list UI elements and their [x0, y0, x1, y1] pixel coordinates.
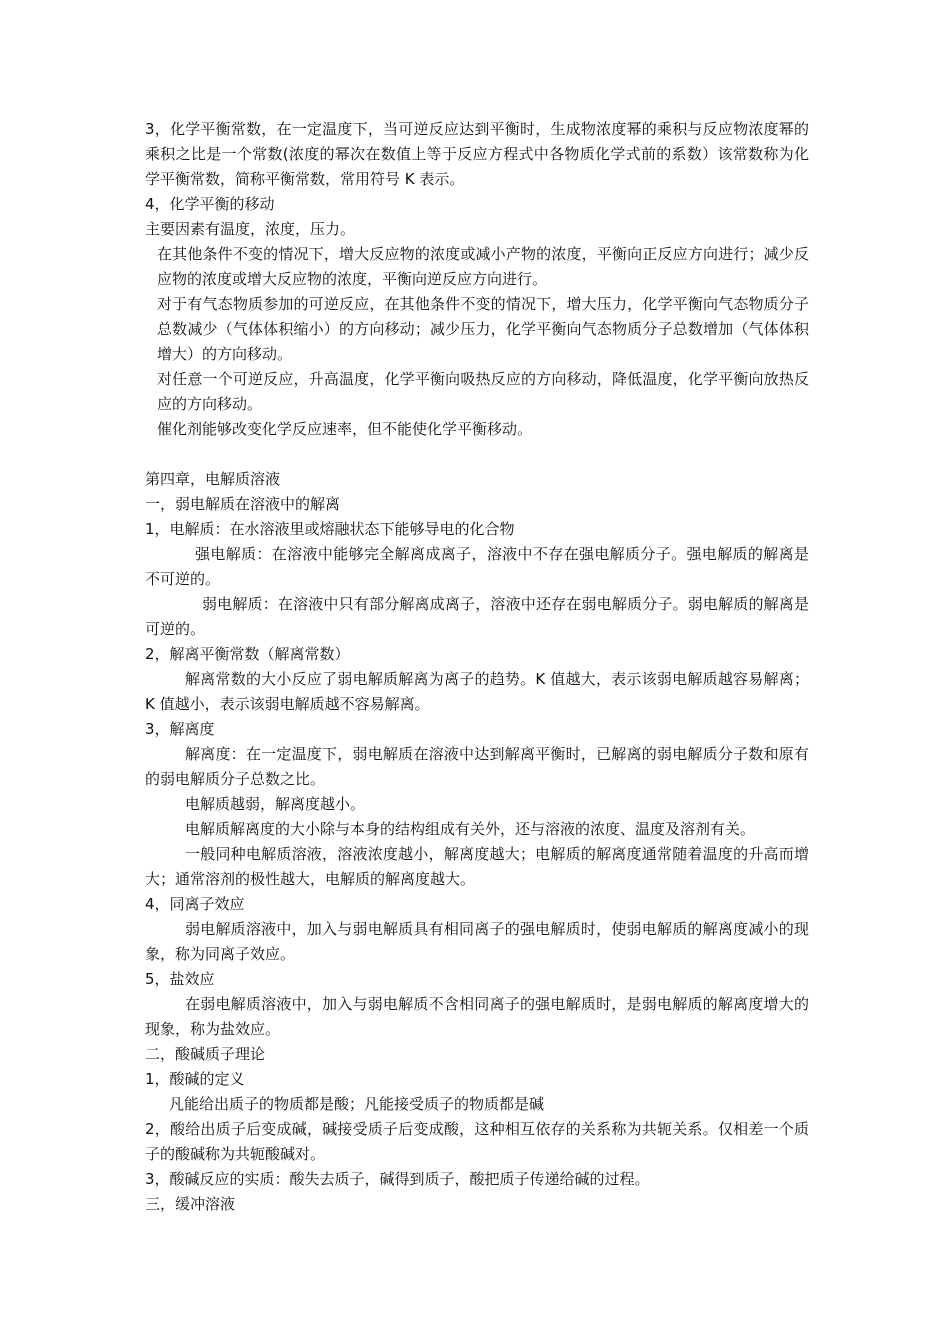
section-heading-proton-theory: 二，酸碱质子理论 [145, 1045, 266, 1063]
item-dissociation-constant: 2，解离平衡常数（解离常数） [145, 645, 350, 663]
paragraph-acid-base-definition: 凡能给出质子的物质都是酸；凡能接受质子的物质都是碱 [169, 1095, 545, 1113]
paragraph-degree-definition: 解离度：在一定温度下，弱电解质在溶液中达到解离平衡时，已解离的弱电解质分子数和原有的弱电解质分子总数之比。 [145, 745, 809, 788]
paragraph-weaker-smaller: 电解质越弱，解离度越小。 [185, 795, 366, 813]
paragraph-main-factors: 主要因素有温度，浓度，压力。 [145, 220, 356, 238]
blank-line [145, 442, 809, 467]
paragraph-temperature: 对任意一个可逆反应，升高温度，化学平衡向吸热反应的方向移动，降低温度，化学平衡向放热反应的方向移动。 [157, 370, 809, 413]
paragraph-equilibrium-constant: 3，化学平衡常数，在一定温度下，当可逆反应达到平衡时，生成物浓度幂的乘积与反应物浓度幂的乘积之比是一个常数(浓度的幂次在数值上等于反应方程式中各物质化学式前的系数）该常数称为化学平衡常数，简称平衡常数，常用符号 K 表示。 [145, 120, 809, 188]
item-degree-of-dissociation: 3，解离度 [145, 720, 215, 738]
paragraph-salt-effect: 在弱电解质溶液中，加入与弱电解质不含相同离子的强电解质时，是弱电解质的解离度增大的现象，称为盐效应。 [145, 995, 809, 1038]
section-heading-buffer-solution: 三，缓冲溶液 [145, 1195, 236, 1213]
chapter-title: 第四章，电解质溶液 [145, 470, 281, 488]
paragraph-concentration: 在其他条件不变的情况下，增大反应物的浓度或减小产物的浓度，平衡向正反应方向进行；减少反应物的浓度或增大反应物的浓度，平衡向逆反应方向进行。 [157, 245, 809, 288]
paragraph-common-ion-effect: 弱电解质溶液中，加入与弱电解质具有相同离子的强电解质时，使弱电解质的解离度减小的现象，称为同离子效应。 [145, 920, 809, 963]
item-common-ion-effect: 4，同离子效应 [145, 895, 245, 913]
paragraph-pressure: 对于有气态物质参加的可逆反应，在其他条件不变的情况下，增大压力，化学平衡向气态物质分子总数减少（气体体积缩小）的方向移动；减少压力，化学平衡向气态物质分子总数增加（气体体积增大）的方向移动。 [157, 295, 809, 363]
section-heading-weak-electrolyte: 一，弱电解质在溶液中的解离 [145, 495, 341, 513]
item-salt-effect: 5，盐效应 [145, 970, 215, 988]
item-acid-base-definition: 1，酸碱的定义 [145, 1070, 245, 1088]
paragraph-weak-electrolyte: 弱电解质：在溶液中只有部分解离成离子，溶液中还存在弱电解质分子。弱电解质的解离是可逆的。 [145, 595, 809, 638]
paragraph-degree-trends: 一般同种电解质溶液，溶液浓度越小，解离度越大；电解质的解离度通常随着温度的升高而增大；通常溶剂的极性越大，电解质的解离度越大。 [145, 845, 809, 888]
item-electrolyte-definition: 1，电解质：在水溶液里或熔融状态下能够导电的化合物 [145, 520, 515, 538]
paragraph-conjugate-pairs: 2，酸给出质子后变成碱，碱接受质子后变成酸，这种相互依存的关系称为共轭关系。仅相差一个质子的酸碱称为共轭酸碱对。 [145, 1120, 809, 1163]
paragraph-degree-factors: 电解质解离度的大小除与本身的结构组成有关外，还与溶液的浓度、温度及溶剂有关。 [185, 820, 756, 838]
paragraph-dissociation-constant: 解离常数的大小反应了弱电解质解离为离子的趋势。K 值越大，表示该弱电解质越容易解离；K 值越小，表示该弱电解质越不容易解离。 [145, 670, 809, 713]
paragraph-acid-base-reaction: 3，酸碱反应的实质：酸失去质子，碱得到质子，酸把质子传递给碱的过程。 [145, 1170, 650, 1188]
paragraph-catalyst: 催化剂能够改变化学反应速率，但不能使化学平衡移动。 [157, 420, 533, 438]
heading-equilibrium-shift: 4，化学平衡的移动 [145, 195, 275, 213]
paragraph-strong-electrolyte: 强电解质：在溶液中能够完全解离成离子，溶液中不存在强电解质分子。强电解质的解离是不可逆的。 [145, 545, 809, 588]
document-page [145, 117, 809, 1217]
